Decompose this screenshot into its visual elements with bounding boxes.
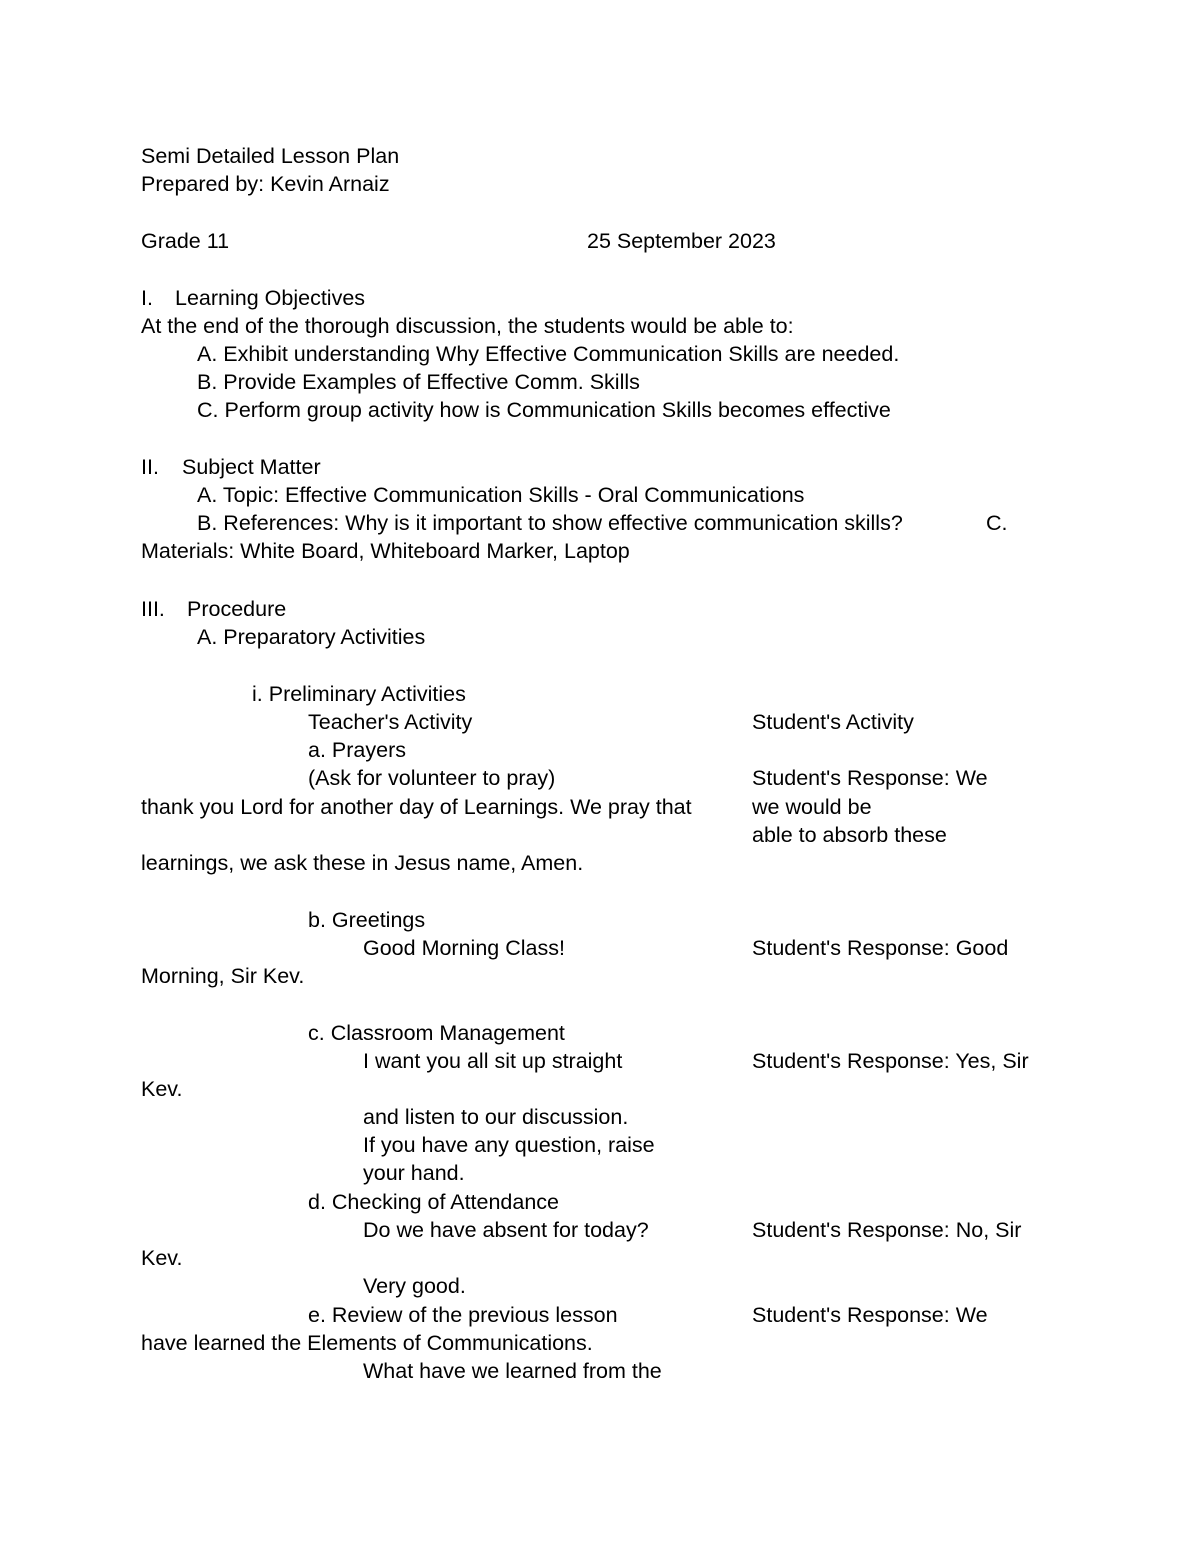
attendance-student-response: Student's Response: No, Sir xyxy=(752,1218,1022,1242)
prepared-by: Prepared by: Kevin Arnaiz xyxy=(141,172,390,196)
review-response-cont: have learned the Elements of Communications. xyxy=(141,1331,593,1355)
classroom-student-response: Student's Response: Yes, Sir xyxy=(752,1049,1029,1073)
prayers-response-line: we would be xyxy=(752,795,872,819)
prayers-label: a. Prayers xyxy=(308,738,406,762)
attendance-teacher: Do we have absent for today? xyxy=(363,1218,649,1242)
preparatory-activities: A. Preparatory Activities xyxy=(197,625,426,649)
prayers-response-line: able to absorb these xyxy=(752,823,947,847)
section-2-heading: Subject Matter xyxy=(182,455,321,479)
section-1-numeral: I. xyxy=(141,286,153,310)
section-2-numeral: II. xyxy=(141,455,159,479)
greetings-label: b. Greetings xyxy=(308,908,426,932)
subject-references: B. References: Why is it important to show effective communication skills? xyxy=(197,511,903,535)
preliminary-activities: i. Preliminary Activities xyxy=(252,682,466,706)
objective-item: C. Perform group activity how is Communication Skills becomes effective xyxy=(197,398,891,422)
greetings-response-cont: Morning, Sir Kev. xyxy=(141,964,305,988)
classroom-label: c. Classroom Management xyxy=(308,1021,565,1045)
attendance-response-cont: Kev. xyxy=(141,1246,183,1270)
prayers-response-line: learnings, we ask these in Jesus name, Amen. xyxy=(141,851,584,875)
subject-materials: Materials: White Board, Whiteboard Marker, Laptop xyxy=(141,539,630,563)
prayers-teacher: (Ask for volunteer to pray) xyxy=(308,766,556,790)
teacher-column-heading: Teacher's Activity xyxy=(308,710,473,734)
attendance-label: d. Checking of Attendance xyxy=(308,1190,560,1214)
classroom-teacher: I want you all sit up straight xyxy=(363,1049,623,1073)
classroom-teacher: your hand. xyxy=(363,1161,465,1185)
review-label: e. Review of the previous lesson xyxy=(308,1303,618,1327)
objective-item: A. Exhibit understanding Why Effective Communication Skills are needed. xyxy=(197,342,900,366)
lesson-date: 25 September 2023 xyxy=(587,229,776,253)
section-1-heading: Learning Objectives xyxy=(175,286,366,310)
subject-topic: A. Topic: Effective Communication Skills - Oral Communications xyxy=(197,483,805,507)
prayers-student-response: Student's Response: We xyxy=(752,766,988,790)
review-student-response: Student's Response: We xyxy=(752,1303,988,1327)
objective-item: B. Provide Examples of Effective Comm. Skills xyxy=(197,370,640,394)
section-3-numeral: III. xyxy=(141,597,165,621)
classroom-teacher: and listen to our discussion. xyxy=(363,1105,629,1129)
classroom-teacher: If you have any question, raise xyxy=(363,1133,655,1157)
materials-letter: C. xyxy=(986,511,1008,535)
student-column-heading: Student's Activity xyxy=(752,710,914,734)
review-teacher: What have we learned from the xyxy=(363,1359,662,1383)
prayers-response-line: thank you Lord for another day of Learnings. We pray that xyxy=(141,795,692,819)
attendance-teacher: Very good. xyxy=(363,1274,466,1298)
section-3-heading: Procedure xyxy=(187,597,287,621)
objectives-intro: At the end of the thorough discussion, the students would be able to: xyxy=(141,314,794,338)
grade-level: Grade 11 xyxy=(141,229,230,253)
classroom-response-cont: Kev. xyxy=(141,1077,183,1101)
greetings-teacher: Good Morning Class! xyxy=(363,936,565,960)
greetings-student-response: Student's Response: Good xyxy=(752,936,1009,960)
document-title: Semi Detailed Lesson Plan xyxy=(141,144,400,168)
